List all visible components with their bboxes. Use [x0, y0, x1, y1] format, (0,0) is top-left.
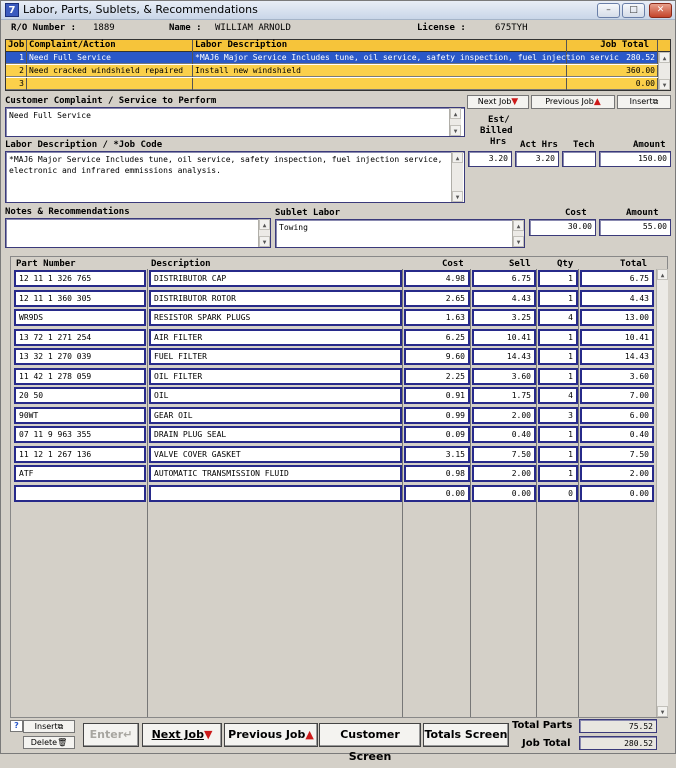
- insert-icon: ⧉: [652, 97, 659, 106]
- job-table: [5, 39, 671, 91]
- job-total: 0.00: [567, 78, 658, 90]
- part-qty-field[interactable]: 4: [538, 309, 578, 326]
- job-labor: [193, 78, 567, 90]
- cost-header: Cost: [442, 259, 464, 269]
- part-sell-field[interactable]: 2.00: [472, 407, 536, 424]
- part-number-field[interactable]: 12 11 1 326 765: [14, 270, 146, 287]
- previous-job-small-button[interactable]: [531, 95, 615, 109]
- part-cost-field[interactable]: 0.00: [404, 485, 470, 502]
- total-parts-label: Total Parts: [512, 720, 573, 731]
- part-qty-field[interactable]: 1: [538, 368, 578, 385]
- part-number-field[interactable]: 12 11 1 360 305: [14, 290, 146, 307]
- previous-job-button-label: Previous Job: [228, 728, 306, 741]
- delete-part-label: Delete: [30, 738, 58, 747]
- part-qty-field[interactable]: 4: [538, 387, 578, 404]
- part-description-field[interactable]: AUTOMATIC TRANSMISSION FLUID: [149, 465, 402, 482]
- job-labor: *MAJ6 Major Service Includes tune, oil service, safety inspection, fuel injection servic: [195, 53, 619, 62]
- part-qty-field[interactable]: 1: [538, 465, 578, 482]
- next-job-label: Next Job: [477, 97, 512, 106]
- job-table-header: [6, 40, 670, 52]
- total-header: Total: [620, 259, 648, 269]
- ro-number-label: R/O Number :: [11, 23, 77, 33]
- enter-label: Enter: [89, 728, 124, 741]
- part-cost-field[interactable]: 0.91: [404, 387, 470, 404]
- part-total-field[interactable]: 4.43: [580, 290, 654, 307]
- part-cost-field[interactable]: 2.65: [404, 290, 470, 307]
- notes-scrollbar[interactable]: [258, 219, 270, 247]
- act-hrs-field[interactable]: 3.20: [515, 151, 559, 167]
- part-sell-field[interactable]: 7.50: [472, 446, 536, 463]
- labor-amount-field[interactable]: 150.00: [599, 151, 671, 167]
- part-total-field[interactable]: 6.00: [580, 407, 654, 424]
- complaint-scrollbar[interactable]: [449, 108, 461, 136]
- total-parts-value: 75.52: [579, 719, 657, 733]
- sublet-scrollbar[interactable]: [512, 220, 524, 247]
- job-total: 360.00: [567, 65, 658, 77]
- part-total-field[interactable]: 14.43: [580, 348, 654, 365]
- part-qty-field[interactable]: 0: [538, 485, 578, 502]
- part-sell-field[interactable]: 1.75: [472, 387, 536, 404]
- part-sell-field[interactable]: 3.25: [472, 309, 536, 326]
- job-total-value: 280.52: [579, 736, 657, 750]
- part-number-field[interactable]: 11 12 1 267 136: [14, 446, 146, 463]
- window-title: Labor, Parts, Sublets, & Recommendations: [23, 3, 258, 16]
- est-hrs-field[interactable]: 3.20: [468, 151, 512, 167]
- part-total-field[interactable]: 2.00: [580, 465, 654, 482]
- complaint-col-header: Complaint/Action: [27, 40, 193, 52]
- part-sell-field[interactable]: 0.00: [472, 485, 536, 502]
- part-total-field[interactable]: 10.41: [580, 329, 654, 346]
- labor-col-header: Labor Description: [193, 40, 567, 52]
- scroll-up-icon[interactable]: ▲: [657, 269, 668, 280]
- part-description-field[interactable]: DRAIN PLUG SEAL: [149, 426, 402, 443]
- labor-description-field[interactable]: *MAJ6 Major Service Includes tune, oil service, safety inspection, fuel injection service, electronic and infrared emmissions analysis.: [5, 151, 465, 203]
- totals-screen-button[interactable]: Totals Screen: [423, 723, 509, 747]
- job-number: 1: [6, 52, 27, 64]
- name-label: Name :: [169, 23, 202, 33]
- job-complaint: [27, 78, 193, 90]
- trash-icon: 🗑: [57, 738, 68, 747]
- scroll-up-icon[interactable]: ▲: [452, 152, 463, 163]
- tech-field[interactable]: [562, 151, 596, 167]
- scroll-up-icon[interactable]: ▲: [259, 219, 270, 230]
- complaint-label: Customer Complaint / Service to Perform: [5, 96, 217, 106]
- part-sell-field[interactable]: 4.43: [472, 290, 536, 307]
- part-description-field[interactable]: OIL FILTER: [149, 368, 402, 385]
- part-cost-field[interactable]: 9.60: [404, 348, 470, 365]
- enter-icon: ↵: [123, 728, 133, 741]
- previous-job-button[interactable]: [224, 723, 318, 747]
- part-description-field[interactable]: [149, 485, 402, 502]
- insert-icon: ⧉: [57, 722, 64, 731]
- part-sell-field[interactable]: 6.75: [472, 270, 536, 287]
- next-job-small-button[interactable]: [467, 95, 529, 109]
- job-row-2[interactable]: [6, 65, 658, 77]
- up-arrow-icon: ▲: [305, 728, 314, 741]
- scroll-down-icon[interactable]: ▼: [450, 125, 461, 136]
- part-qty-field[interactable]: 1: [538, 426, 578, 443]
- part-number-header: Part Number: [16, 259, 76, 269]
- est-label-1: Est/: [488, 115, 510, 125]
- part-total-field[interactable]: 13.00: [580, 309, 654, 326]
- scroll-up-icon[interactable]: ▲: [659, 52, 670, 63]
- part-cost-field[interactable]: 1.63: [404, 309, 470, 326]
- insert-part-button[interactable]: [23, 720, 75, 733]
- job-total-label: Job Total: [522, 738, 571, 749]
- part-description-field[interactable]: RESISTOR SPARK PLUGS: [149, 309, 402, 326]
- part-qty-field[interactable]: 1: [538, 348, 578, 365]
- scroll-down-icon[interactable]: ▼: [259, 236, 270, 247]
- app-icon: 7: [5, 3, 19, 17]
- qty-header: Qty: [557, 259, 574, 269]
- part-qty-field[interactable]: 1: [538, 290, 578, 307]
- tech-label: Tech: [573, 140, 595, 150]
- part-cost-field[interactable]: 6.25: [404, 329, 470, 346]
- part-number-field[interactable]: 20 50: [14, 387, 146, 404]
- part-number-field[interactable]: WR9DS: [14, 309, 146, 326]
- amount-label: Amount: [633, 140, 666, 150]
- part-qty-field[interactable]: 1: [538, 270, 578, 287]
- part-description-field[interactable]: AIR FILTER: [149, 329, 402, 346]
- est-label-2: Billed: [480, 126, 513, 136]
- part-sell-field[interactable]: 14.43: [472, 348, 536, 365]
- sublet-amount-field[interactable]: 55.00: [599, 219, 671, 236]
- part-total-field[interactable]: 0.00: [580, 485, 654, 502]
- act-hrs-label: Act Hrs: [520, 140, 558, 150]
- part-number-field[interactable]: ATF: [14, 465, 146, 482]
- license-label: License :: [417, 23, 466, 33]
- part-total-field[interactable]: 6.75: [580, 270, 654, 287]
- part-number-field[interactable]: 90WT: [14, 407, 146, 424]
- part-sell-field[interactable]: 3.60: [472, 368, 536, 385]
- job-table-scrollbar[interactable]: [658, 52, 670, 90]
- part-cost-field[interactable]: 2.25: [404, 368, 470, 385]
- complaint-field[interactable]: Need Full Service: [5, 107, 465, 137]
- part-cost-field[interactable]: 0.09: [404, 426, 470, 443]
- part-number-field[interactable]: 11 42 1 278 059: [14, 368, 146, 385]
- notes-field[interactable]: [5, 218, 271, 248]
- previous-job-label: Previous Job: [545, 97, 594, 106]
- part-description-field[interactable]: VALVE COVER GASKET: [149, 446, 402, 463]
- insert-part-label: Insert: [34, 722, 58, 731]
- job-complaint: Need Full Service: [27, 52, 193, 64]
- sublet-label: Sublet Labor: [275, 208, 341, 218]
- up-arrow-icon: ▲: [593, 97, 601, 107]
- part-total-field[interactable]: 7.50: [580, 446, 654, 463]
- part-sell-field[interactable]: 10.41: [472, 329, 536, 346]
- sublet-amount-label: Amount: [626, 208, 659, 218]
- title-bar[interactable]: [1, 1, 675, 20]
- part-cost-field[interactable]: 0.98: [404, 465, 470, 482]
- part-qty-field[interactable]: 3: [538, 407, 578, 424]
- part-number-field[interactable]: 07 11 9 963 355: [14, 426, 146, 443]
- labor-scrollbar[interactable]: [451, 152, 463, 202]
- scroll-down-icon[interactable]: ▼: [659, 79, 670, 90]
- scroll-down-icon[interactable]: ▼: [452, 191, 463, 202]
- sublet-cost-field[interactable]: 30.00: [529, 219, 596, 236]
- part-number-field[interactable]: 13 32 1 270 039: [14, 348, 146, 365]
- help-button[interactable]: ?: [10, 720, 23, 732]
- insert-small-button[interactable]: [617, 95, 671, 109]
- scroll-down-icon[interactable]: ▼: [513, 236, 524, 247]
- job-row-1[interactable]: [6, 52, 658, 64]
- part-total-field[interactable]: 0.40: [580, 426, 654, 443]
- job-total: 280.52: [567, 52, 658, 64]
- part-description-field[interactable]: FUEL FILTER: [149, 348, 402, 365]
- part-cost-field[interactable]: 0.99: [404, 407, 470, 424]
- job-number: 2: [6, 65, 27, 77]
- part-description-field[interactable]: OIL: [149, 387, 402, 404]
- description-header: Description: [151, 259, 211, 269]
- job-complaint: Need cracked windshield repaired: [27, 65, 193, 77]
- labor-description-label: Labor Description / *Job Code: [5, 140, 163, 150]
- sublet-field[interactable]: Towing: [275, 219, 525, 248]
- maximize-button[interactable]: □: [622, 3, 645, 18]
- name-value: WILLIAM ARNOLD: [215, 23, 291, 33]
- delete-part-button[interactable]: [23, 736, 75, 749]
- enter-button[interactable]: [83, 723, 139, 747]
- part-cost-field[interactable]: 4.98: [404, 270, 470, 287]
- down-arrow-icon: ▼: [511, 97, 519, 107]
- next-job-button[interactable]: [142, 723, 222, 747]
- part-number-field[interactable]: [14, 485, 146, 502]
- part-sell-field[interactable]: 2.00: [472, 465, 536, 482]
- part-qty-field[interactable]: 1: [538, 329, 578, 346]
- sublet-cost-label: Cost: [565, 208, 587, 218]
- scroll-up-icon[interactable]: ▲: [513, 220, 524, 231]
- part-number-field[interactable]: 13 72 1 271 254: [14, 329, 146, 346]
- sell-header: Sell: [509, 259, 531, 269]
- customer-screen-button[interactable]: Customer Screen: [319, 723, 421, 747]
- notes-label: Notes & Recommendations: [5, 207, 130, 217]
- part-description-field[interactable]: DISTRIBUTOR CAP: [149, 270, 402, 287]
- job-number: 3: [6, 78, 27, 90]
- job-labor: Install new windshield: [193, 65, 567, 77]
- part-sell-field[interactable]: 0.40: [472, 426, 536, 443]
- ro-number-value: 1889: [93, 23, 115, 33]
- part-description-field[interactable]: DISTRIBUTOR ROTOR: [149, 290, 402, 307]
- down-arrow-icon: ▼: [203, 728, 213, 741]
- next-job-button-label: Next Job: [151, 728, 204, 741]
- est-label-3: Hrs: [490, 137, 507, 147]
- scroll-up-icon[interactable]: ▲: [450, 108, 461, 119]
- job-total-col-header: Job Total: [567, 40, 658, 52]
- part-cost-field[interactable]: 3.15: [404, 446, 470, 463]
- part-description-field[interactable]: GEAR OIL: [149, 407, 402, 424]
- parts-scrollbar[interactable]: [656, 269, 668, 717]
- part-total-field[interactable]: 3.60: [580, 368, 654, 385]
- license-value: 675TYH: [495, 23, 528, 33]
- job-col-header: Job: [6, 40, 27, 52]
- minimize-button[interactable]: –: [597, 3, 620, 18]
- close-button[interactable]: ✕: [649, 3, 672, 18]
- job-row-3[interactable]: [6, 78, 658, 90]
- parts-table: [10, 256, 668, 718]
- scroll-down-icon[interactable]: ▼: [657, 706, 668, 717]
- part-qty-field[interactable]: 1: [538, 446, 578, 463]
- part-total-field[interactable]: 7.00: [580, 387, 654, 404]
- insert-label: Insert: [629, 97, 653, 106]
